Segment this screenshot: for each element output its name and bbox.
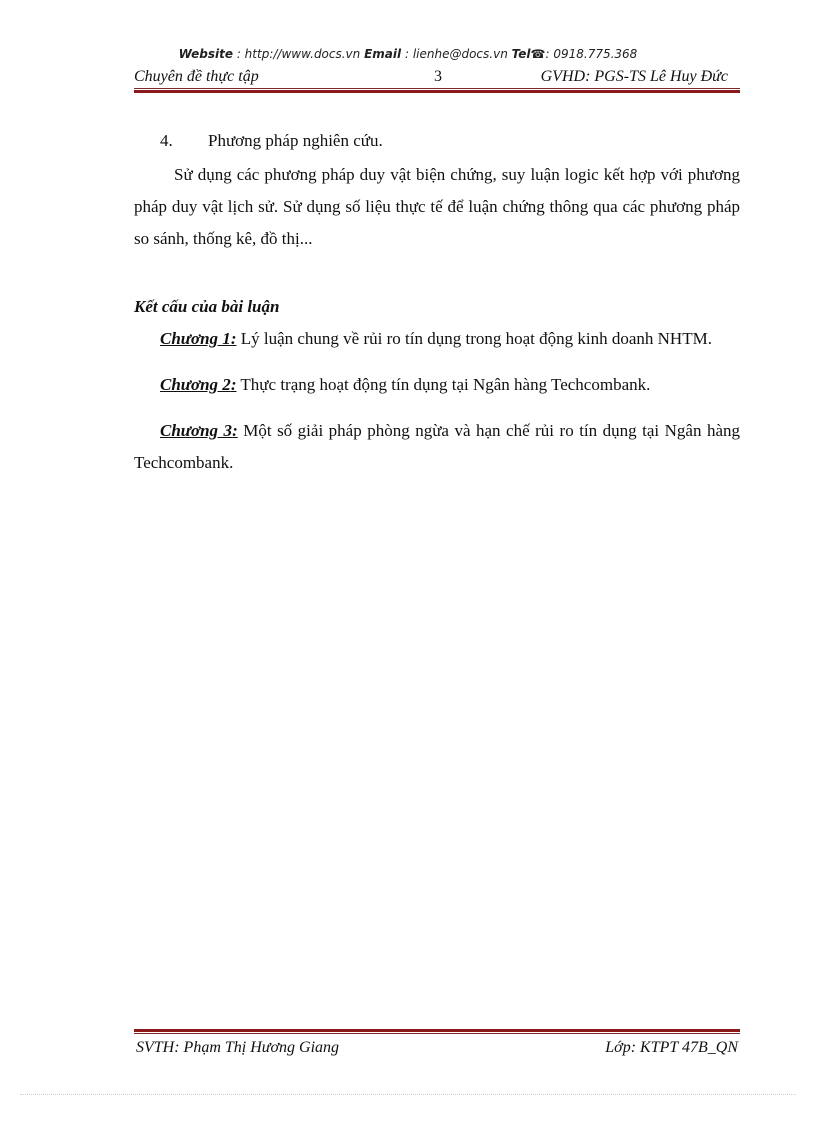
chapter-3-text: Một số giải pháp phòng ngừa và hạn chế rủi ro tín dụng tại Ngân hàng Techcombank. bbox=[134, 421, 740, 472]
header-report-title: Chuyên đề thực tập bbox=[134, 68, 259, 85]
chapter-2-label: Chương 2 bbox=[160, 375, 231, 394]
footer-class: Lớp: KTPT 47B_QN bbox=[605, 1039, 738, 1056]
email-address[interactable]: : lienhe@docs.vn bbox=[404, 47, 508, 61]
tel-label: Tel bbox=[511, 47, 531, 61]
header-supervisor: GVHD: PGS-TS Lê Huy Đức bbox=[540, 68, 728, 85]
chapter-1-label: Chương 1 bbox=[160, 329, 231, 348]
website-url[interactable]: : http://www.docs.vn bbox=[236, 47, 361, 61]
page-header bbox=[134, 66, 740, 88]
section-number: 4. bbox=[160, 131, 173, 150]
section-4-body bbox=[134, 159, 740, 255]
phone-number: : 0918.775.368 bbox=[545, 47, 638, 61]
page-bottom-divider bbox=[20, 1094, 796, 1095]
method-paragraph: Sử dụng các phương pháp duy vật biện chứng, suy luận logic kết hợp với phương pháp duy vật lịch sử. Sử dụng số liệu thực tế để luận chứng thông qua các phương pháp so sánh, thống kê, đồ thị... bbox=[134, 165, 740, 248]
chapter-3-label: Chương 3 bbox=[160, 421, 233, 440]
page-footer bbox=[134, 1039, 740, 1061]
footer-student: SVTH: Phạm Thị Hương Giang bbox=[136, 1039, 340, 1056]
chapter-3 bbox=[134, 415, 740, 479]
chapter-3-colon: : bbox=[232, 421, 238, 440]
structure-heading: Kết cấu của bài luận bbox=[134, 297, 280, 316]
structure-section bbox=[134, 291, 740, 479]
chapter-1-text: Lý luận chung về rủi ro tín dụng trong hoạt động kinh doanh NHTM. bbox=[236, 329, 712, 348]
email-label: Email bbox=[364, 47, 402, 61]
chapter-1 bbox=[134, 323, 740, 355]
page-number: 3 bbox=[434, 68, 442, 85]
chapter-1-colon: : bbox=[230, 329, 237, 348]
website-contact-line bbox=[0, 47, 816, 61]
chapter-2-colon: : bbox=[230, 375, 237, 394]
header-rule bbox=[134, 88, 740, 93]
chapter-2 bbox=[134, 369, 740, 401]
chapter-2-text: Thực trạng hoạt động tín dụng tại Ngân hàng Techcombank. bbox=[236, 375, 651, 394]
footer-rule bbox=[134, 1029, 740, 1034]
section-title: Phương pháp nghiên cứu. bbox=[208, 131, 383, 150]
section-4-title bbox=[160, 131, 383, 151]
website-label: Website bbox=[178, 47, 233, 61]
phone-icon: ☎ bbox=[530, 47, 546, 61]
